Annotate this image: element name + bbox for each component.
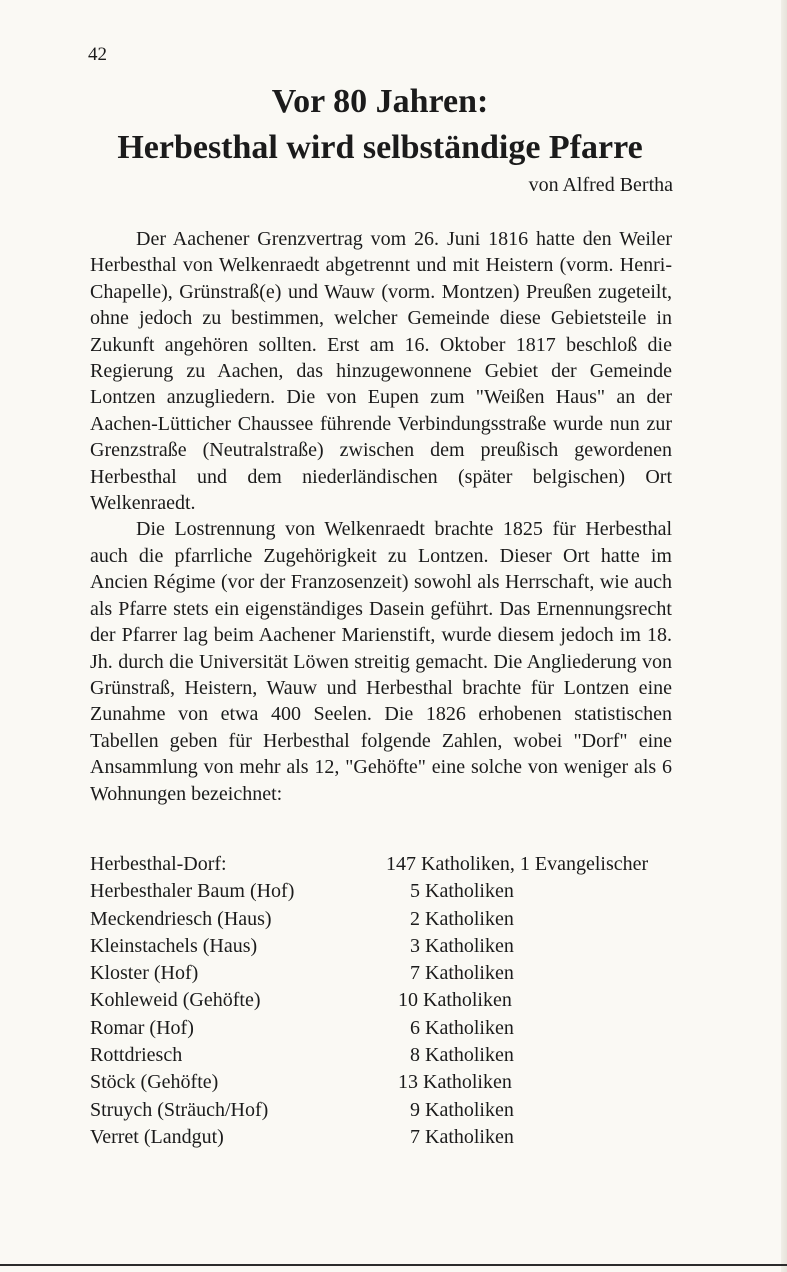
paragraph: Der Aachener Grenzvertrag vom 26. Juni 1816 hatte den Weiler Herbesthal von Welkenraedt abgetrennt und mit Heistern (vorm. Henri-Chapelle), Grünstraß(e) und Wauw (vorm. Montzen) Preußen zugeteilt, ohne jedoch zu bestimmen, welcher Gemeinde diese Gebietsteile in Zukunft angehören sollten. Erst am 16. Oktober 1817 beschloß die Regierung zu Aachen, das hinzugewonnene Gebiet der Gemeinde Lontzen anzugliedern. Die von Eupen zum "Weißen Haus" an der Aachen-Lütticher Chaussee führende Verbindungsstraße wurde nun zur Grenzstraße (Neutralstraße) zwischen dem preußisch gewordenen Herbesthal und dem niederländischen (später belgischen) Ort Welkenraedt. [90,228,672,515]
population-count: 7 Katholiken [410,1125,514,1148]
place-name: Herbesthal-Dorf: [90,853,227,875]
statistics-row [90,1069,690,1096]
paragraph: Die Lostrennung von Welkenraedt brachte 1825 für Herbesthal auch die pfarrliche Zugehörigkeit zu Lontzen. Dieser Ort hatte im Ancien Régime (vor der Franzosenzeit) sowohl als Herrschaft, wie auch als Pfarre stets ein eigenständiges Dasein geführt. Das Ernennungsrecht der Pfarrer lag beim Aachener Marienstift, wurde diesem jedoch im 18. Jh. durch die Universität Löwen streitig gemacht. Die Angliederung von Grünstraß, Heistern, Wauw und Herbesthal brachte für Lontzen eine Zunahme von etwa 400 Seelen. Die 1826 erhobenen statistischen Tabellen geben für Herbesthal folgende Zahlen, wobei "Dorf" eine Ansammlung von mehr als 12, "Gehöfte" eine solche von weniger als 6 Wohnungen bezeichnet: [90,518,672,805]
place-name: Stöck (Gehöfte) [90,1071,219,1094]
place-name: Herbesthaler Baum (Hof) [90,880,295,903]
bottom-rule [0,1264,787,1266]
place-name: Meckendriesch (Haus) [90,907,272,930]
statistics-row [90,933,690,960]
statistics-row [90,987,690,1014]
author-byline: von Alfred Bertha [528,174,673,196]
statistics-row [90,906,690,933]
population-count: 8 Katholiken [410,1044,514,1067]
statistics-list [90,851,690,1151]
statistics-row [90,1097,690,1124]
page-number: 42 [88,44,107,65]
population-count: 13 Katholiken [398,1071,512,1094]
population-count: 10 Katholiken [398,989,512,1012]
statistics-row [90,960,690,987]
place-name: Kleinstachels (Haus) [90,934,258,957]
place-name: Verret (Landgut) [90,1125,224,1148]
place-name: Romar (Hof) [90,1016,194,1039]
place-name: Rottdriesch [90,1044,183,1067]
population-count: 3 Katholiken [410,934,514,957]
statistics-row [90,878,690,905]
population-count: 9 Katholiken [410,1098,514,1121]
statistics-row [90,1042,690,1069]
place-name: Struych (Sträuch/Hof) [90,1098,269,1121]
population-count: 147 Katholiken, 1 Evangelischer [386,853,649,875]
population-count: 7 Katholiken [410,962,514,985]
population-count: 6 Katholiken [410,1016,514,1039]
statistics-row [90,851,690,878]
population-count: 5 Katholiken [410,880,514,903]
article-title-line-2: Herbesthal wird selbständige Pfarre [117,129,643,166]
population-count: 2 Katholiken [410,907,514,930]
article-body [90,226,672,807]
page-edge [781,0,787,1272]
place-name: Kohleweid (Gehöfte) [90,989,261,1012]
statistics-row [90,1124,690,1151]
place-name: Kloster (Hof) [90,962,199,985]
article-title-line-1: Vor 80 Jahren: [271,83,489,120]
statistics-row [90,1015,690,1042]
